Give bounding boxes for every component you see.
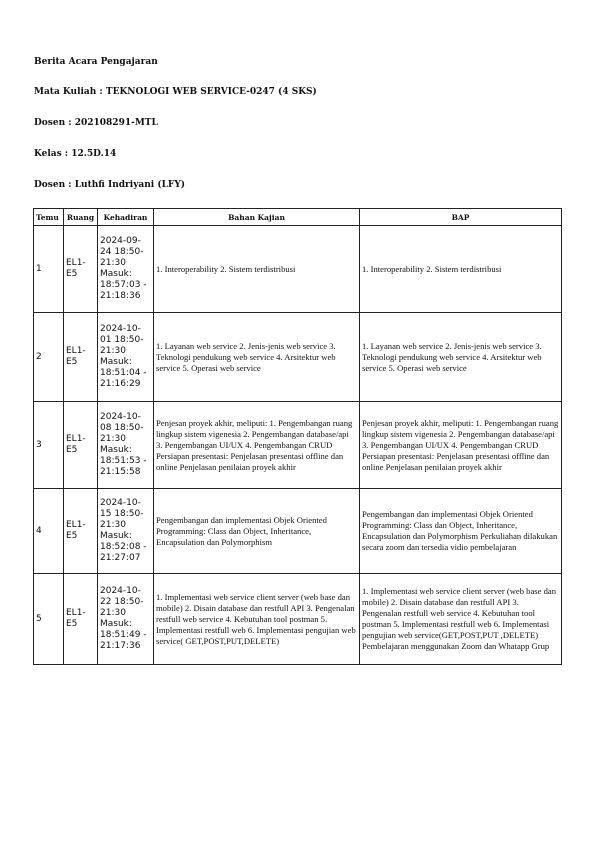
teaching-report-table	[33, 208, 562, 665]
topic-cell: 1. Interoperability 2. Sistem terdistribusi	[154, 226, 360, 313]
lecturer-id: Dosen : 202108291-MTL	[34, 118, 158, 128]
room-cell: EL1-E5	[64, 489, 98, 574]
room-cell: EL1-E5	[64, 574, 98, 665]
course-info: Mata Kuliah : TEKNOLOGI WEB SERVICE-0247 (4 SKS)	[34, 87, 317, 97]
topic-cell: Penjesan proyek akhir, meliputi: 1. Pengembangan ruang lingkup sistem vigenesia 2. Pengembangan database/api 3. Pengembangan UI/UX 4. Pengembangan CRUD Persiapan presentasi: Penjelasan presentasi offline dan online Penjelasan penilaian proyek akhir	[154, 402, 360, 489]
column-header-bap: BAP	[360, 209, 562, 226]
column-header-topic: Bahan Kajian	[154, 209, 360, 226]
column-header-meeting: Temu	[34, 209, 64, 226]
bap-cell: 1. Interoperability 2. Sistem terdistribusi	[360, 226, 562, 313]
attendance-cell: 2024-10-22 18:50-21:30 Masuk: 18:51:49 - 21:17:36	[98, 574, 154, 665]
class-info: Kelas : 12.5D.14	[34, 149, 117, 159]
room-cell: EL1-E5	[64, 402, 98, 489]
bap-cell: Penjesan proyek akhir, meliputi: 1. Pengembangan ruang lingkup sistem vigenesia 2. Pengembangan database/api 3. Pengembangan UI/UX 4. Pengembangan CRUD Persiapan presentasi: Penjelasan presentasi offline dan online Penjelasan penilaian proyek akhir	[360, 402, 562, 489]
lecturer-name: Dosen : Luthfi Indriyani (LFY)	[34, 180, 186, 190]
meeting-cell: 5	[34, 574, 64, 665]
table-row	[34, 226, 562, 313]
meeting-cell: 4	[34, 489, 64, 574]
attendance-cell: 2024-10-08 18:50-21:30 Masuk: 18:51:53 - 21:15:58	[98, 402, 154, 489]
meeting-cell: 3	[34, 402, 64, 489]
attendance-cell: 2024-09-24 18:50-21:30 Masuk: 18:57:03 - 21:18:36	[98, 226, 154, 313]
table-row	[34, 313, 562, 402]
document-title: Berita Acara Pengajaran	[34, 57, 158, 67]
column-header-attendance: Kehadiran	[98, 209, 154, 226]
room-cell: EL1-E5	[64, 313, 98, 402]
topic-cell: Pengembangan dan implementasi Objek Oriented Programming: Class dan Object, Inheritance, Encapsulation dan Polymorphism	[154, 489, 360, 574]
topic-cell: 1. Implementasi web service client server (web base dan mobile) 2. Disain database dan restfull API 3. Pengenalan restfull web service 4. Kebutuhan tool postman 5. Implementasi restfull web 6. Implementasi pengujian web service( GET,POST,PUT,DELETE)	[154, 574, 360, 665]
attendance-cell: 2024-10-15 18:50-21:30 Masuk: 18:52:08 - 21:27:07	[98, 489, 154, 574]
bap-cell: 1. Implementasi web service client server (web base dan mobile) 2. Disain database dan restfull API 3. Pengenalan restfull web service 4. Kebutuhan tool postman 5. Implementasi restfull web 6. Implementasi pengujian web service(GET,POST,PUT ,DELETE) Pembelajaran menggunakan Zoom dan Whatapp Grup	[360, 574, 562, 665]
bap-cell: 1. Layanan web service 2. Jenis-jenis web service 3. Teknologi pendukung web service 4. Arsitektur web service 5. Operasi web service	[360, 313, 562, 402]
topic-cell: 1. Layanan web service 2. Jenis-jenis web service 3. Teknologi pendukung web service 4. Arsitektur web service 5. Operasi web service	[154, 313, 360, 402]
attendance-cell: 2024-10-01 18:50-21:30 Masuk: 18:51:04 - 21:16:29	[98, 313, 154, 402]
meeting-cell: 1	[34, 226, 64, 313]
table-row	[34, 489, 562, 574]
column-header-room: Ruang	[64, 209, 98, 226]
meeting-cell: 2	[34, 313, 64, 402]
table-row	[34, 574, 562, 665]
table-row	[34, 402, 562, 489]
room-cell: EL1-E5	[64, 226, 98, 313]
bap-cell: Pengembangan dan implementasi Objek Oriented Programming: Class dan Object, Inheritance, Encapsulation dan Polymorphism Perkuliahan dilakukan secara zoom dan tersedia vidio pembelajaran	[360, 489, 562, 574]
table-header-row	[34, 209, 562, 226]
